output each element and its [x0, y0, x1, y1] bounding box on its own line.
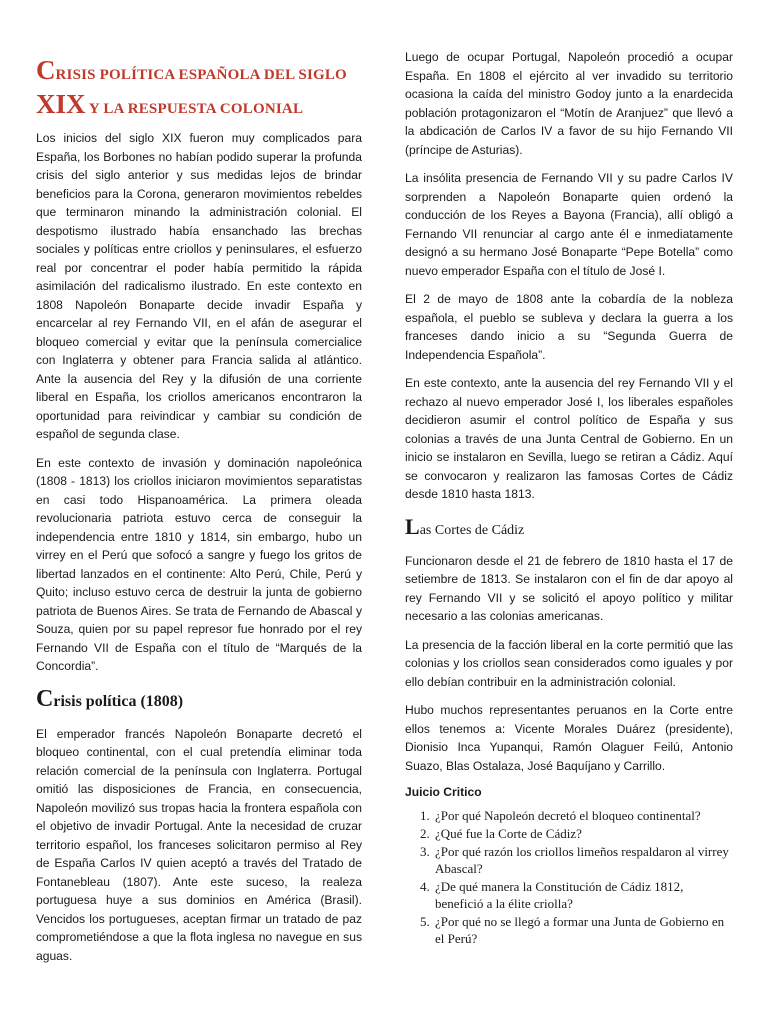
question-list: [405, 807, 733, 947]
question-item: 5. ¿Por qué no se llegó a formar una Junta de Gobierno en el Perú?: [433, 913, 733, 947]
section-initial: C: [36, 685, 54, 712]
section-heading-text: as Cortes de Cádiz: [419, 522, 525, 538]
body-paragraph-4: En este contexto, ante la ausencia del rey Fernando VII y el rechazo al nuevo emperador José I, los liberales españoles decidieron asumir el control político de España y sus colonias a través de una Junta Central de Gobierno. En un inicio se instalaron en Sevilla, luego se retiran a Cádiz. Aquí se convocaron y realizaron las famosas Cortes de Cádiz desde 1810 hasta 1813.: [405, 376, 733, 501]
question-item: 1. ¿Por qué Napoleón decretó el bloqueo continental?: [433, 807, 733, 824]
body-paragraph-3: El 2 de mayo de 1808 ante la cobardía de la nobleza española, el pueblo se subleva y declara la guerra a los franceses dando inicio a su “Segunda Guerra de Independencia Española”.: [405, 292, 733, 362]
title-text-2: Y LA RESPUESTA COLONIAL: [85, 100, 304, 117]
left-column: [36, 48, 362, 975]
section-heading-crisis: [36, 686, 362, 713]
cortes-paragraph-2: La presencia de la facción liberal en la corte permitió que las colonias y los criollos sean considerados como iguales y por ello debían contribuir en la administración colonial.: [405, 637, 733, 689]
right-column: [405, 48, 733, 948]
title-roman: XIX: [36, 88, 86, 119]
crisis-paragraph: El emperador francés Napoleón Bonaparte decretó el bloqueo continental, con el cual pretendía eliminar toda relación comercial de la península con Inglaterra. Portugal omitió las disposiciones de Francia, en consecuencia, Napoleón movilizó sus tropas hacia la frontera española con el objetivo de invadir Portugal. Ante la necesidad de cruzar territorio español, los franceses solicitaron permiso al Rey de España Carlos IV quien aceptó a través del Tratado de Fontanebleau (1807). Ante este suceso, la realeza portuguesa huye a sus dominios en América (Brasil). Vencidos los portugueses, aceptan firmar un tratado de paz comprometiéndose a que la flota inglesa no navegue en sus aguas.: [36, 726, 362, 963]
section-initial: L: [405, 513, 420, 539]
question-item: 2. ¿Qué fue la Corte de Cádiz?: [433, 825, 733, 842]
body-paragraph-1: Luego de ocupar Portugal, Napoleón procedió a ocupar España. En 1808 el ejército al ver invadido su territorio ocasiona la caída del ministro Godoy junto a la enardecida población protagonizaron el “Motín de Aranjuez” que llevó a la abdicación de Carlos IV a favor de su hijo Fernando VII (príncipe de Asturias).: [405, 50, 733, 157]
intro-paragraph-1: Los inicios del siglo XIX fueron muy complicados para España, los Borbones no habían podido superar la profunda crisis del siglo anterior y sus medidas lejos de brindar beneficios para la Corona, generaron movimientos rebeldes que terminaron minando la administración colonial. El despotismo ilustrado había ensanchado las brechas sociales y políticas entre criollos y peninsulares, el esfuerzo real por concentrar el poder había permitido la rápida asimilación del radicalismo ilustrado. En este contexto en 1808 Napoleón Bonaparte decide invadir España y encarcelar al rey Fernando VII, en el afán de asegurar el bloqueo comercial y evitar que la península comercialice con Inglaterra y obtener para Francia salida al atlántico. Ante la ausencia del Rey y la difusión de una corriente liberal en España, los criollos americanos encontraron la oportunidad para reivindicar y cambiar su condición de español de segunda clase.: [36, 131, 362, 442]
intro-paragraph-2: En este contexto de invasión y dominación napoleónica (1808 - 1813) los criollos iniciaron movimientos separatistas en casi todo Hispanoamérica. La primera oleada revolucionaria patriota estuvo cerca de conseguir la independencia entre 1810 y 1814, sin embargo, hubo un virrey en el Perú que sofocó a sangre y fuego los gritos de libertad lanzados en el continente: Alto Perú, Chile, Perú y Quito; incluso estuvo cerca de destruir la junta de gobierno patriota de Buenos Aires. Se trata de Fernando de Abascal y Souza, quien por su papel represor fue honrado por el rey Fernando VII de España con el título de “Marqués de la Concordia”.: [36, 455, 362, 674]
question-item: 3. ¿Por qué razón los criollos limeños respaldaron al virrey Abascal?: [433, 843, 733, 877]
cortes-paragraph-3: Hubo muchos representantes peruanos en la Corte entre ellos tenemos a: Vicente Morales Duárez (presidente), Dionisio Inca Yupanqui, Ramón Olaguer Feilú, Antonio Suazo, Blas Ostalaza, José Baquíjano y Carrillo.: [405, 703, 733, 773]
section-heading-cortes: [405, 514, 733, 540]
juicio-critico-heading: Juicio Critico: [405, 785, 482, 799]
title-text-1: RISIS POLÍTICA ESPAÑOLA DEL SIGLO: [55, 67, 347, 83]
cortes-paragraph-1: Funcionaron desde el 21 de febrero de 1810 hasta el 17 de setiembre de 1813. Se instalaron con el fin de dar apoyo al rey Fernando VII y se solicitó el apoyo político y militar necesario a las colonias americanas.: [405, 553, 733, 623]
question-item: 4. ¿De qué manera la Constitución de Cádiz 1812, benefició a la élite criolla?: [433, 878, 733, 912]
body-paragraph-2: La insólita presencia de Fernando VII y su padre Carlos IV sorprenden a Napoleón Bonaparte quien ordenó la conducción de los Reyes a Bayona (Francia), allí obligó a Fernando VII renunciar al cargo ante él e inmediatamente designó a su hermano José Bonaparte “Pepe Botella” como nuevo emperador España con el título de José I.: [405, 171, 733, 278]
title-initial: C: [36, 55, 56, 85]
section-heading-text: risis política (1808): [53, 692, 184, 710]
main-title: [36, 52, 362, 119]
